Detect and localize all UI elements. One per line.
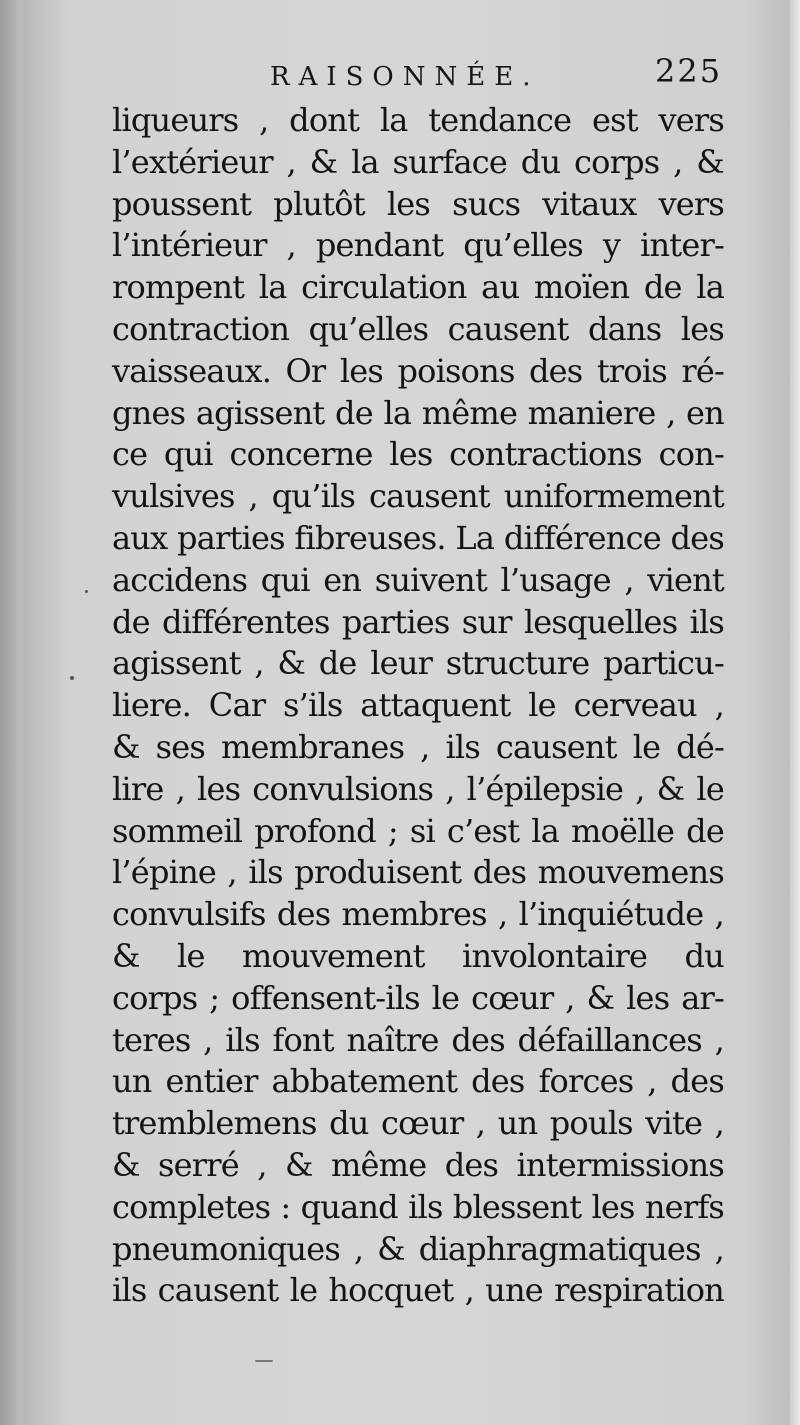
text-line: liqueurs , dont la tendance est vers — [112, 101, 724, 139]
text-line: l’extérieur , & la surface du corps , & — [112, 142, 724, 181]
text-line: gnes agissent de la même maniere , en — [112, 393, 724, 432]
text-line: lire , les convulsions , l’épilepsie , & le — [112, 769, 724, 808]
text-line: contraction qu’elles causent dans les — [112, 309, 724, 348]
body-text — [112, 100, 724, 1312]
text-line: aux parties fibreuses. La différence des — [112, 518, 724, 557]
text-line: rompent la circulation au moïen de la — [112, 268, 724, 307]
text-line: un entier abbatement des forces , des — [112, 1062, 724, 1101]
text-line: convulsifs des membres , l’inquiétude , — [112, 895, 724, 934]
paper-speck — [85, 590, 88, 593]
text-line: accidens qui en suivent l’usage , vient — [112, 560, 724, 599]
page-number: 225 — [655, 52, 723, 90]
page-left-margin-shadow — [0, 0, 22, 1425]
text-line: l’épine , ils produisent des mouvemens — [112, 853, 724, 892]
text-line: vaisseaux. Or les poisons des trois ré- — [112, 351, 724, 390]
running-head: RAISONNÉE. — [270, 62, 540, 92]
text-line: liere. Car s’ils attaquent le cerveau , — [112, 686, 724, 725]
text-line: & ses membranes , ils causent le dé- — [112, 727, 724, 766]
text-line: ce qui concerne les contractions con- — [112, 435, 724, 474]
text-line: vulsives , qu’ils causent uniformement — [112, 477, 724, 516]
text-line: corps ; offensent-ils le cœur , & les ar- — [112, 978, 724, 1017]
text-line: pneumoniques , & diaphragmatiques , — [112, 1229, 724, 1268]
text-line: teres , ils font naître des défaillances , — [112, 1020, 724, 1059]
text-line: de différentes parties sur lesquelles ils — [112, 602, 724, 641]
page-right-edge — [790, 0, 800, 1425]
text-line: poussent plutôt les sucs vitaux vers — [112, 184, 724, 223]
paper-speck — [70, 676, 74, 680]
text-line: agissent , & de leur structure particu- — [112, 644, 724, 683]
text-line: ils causent le hocquet , une respiration — [112, 1271, 724, 1310]
paper-mark — [255, 1360, 273, 1362]
text-line: l’intérieur , pendant qu’elles y inter- — [112, 226, 724, 265]
text-line: & serré , & même des intermissions — [112, 1145, 724, 1184]
text-line: sommeil profond ; si c’est la moëlle de — [112, 811, 724, 850]
text-line: completes : quand ils blessent les nerfs — [112, 1187, 724, 1226]
text-line: tremblemens du cœur , un pouls vite , — [112, 1104, 724, 1143]
text-line: & le mouvement involontaire du — [112, 936, 724, 975]
